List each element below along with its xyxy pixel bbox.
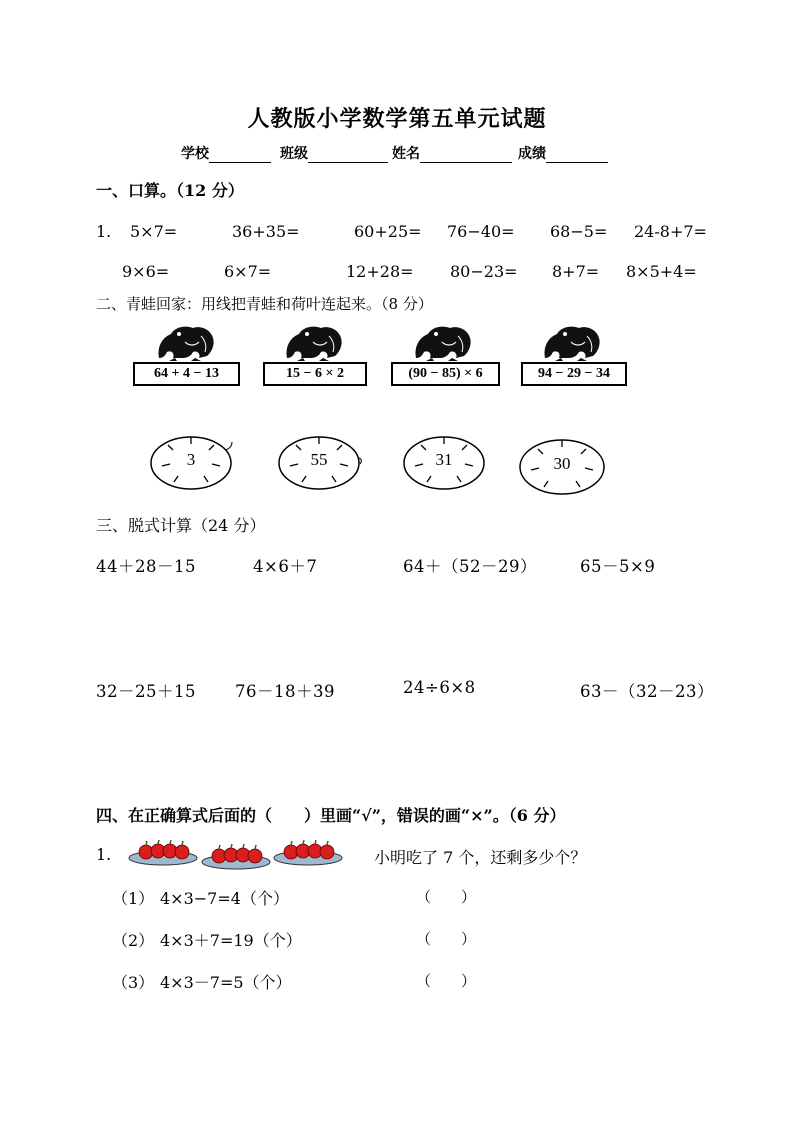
- section4-heading: 四、在正确算式后面的（ ）里画“√”，错误的画“×”。（6 分）: [96, 806, 566, 825]
- calc-expr: 4×6＋7: [253, 557, 318, 576]
- info-name: [392, 143, 512, 163]
- section1-heading: 一、口算。（12 分）: [96, 181, 244, 200]
- item-label: （2）: [112, 931, 155, 950]
- lily-pad-number: 55: [310, 450, 328, 469]
- calc-expr: 76－18＋39: [235, 682, 335, 701]
- oral-expr: 8+7=: [552, 262, 600, 281]
- lily-pad[interactable]: [148, 432, 234, 498]
- frog-icon[interactable]: [283, 322, 345, 362]
- oral-expr: 76−40=: [447, 222, 515, 241]
- frog-icon[interactable]: [412, 322, 474, 362]
- score-blank[interactable]: [546, 148, 608, 163]
- info-name-label: 姓名: [392, 146, 420, 162]
- item-expression: 4×3＋7=19（个）: [160, 931, 302, 950]
- apple-plate-icon: [273, 838, 343, 866]
- oral-expr: 12+28=: [346, 262, 414, 281]
- answer-blank[interactable]: （ ）: [416, 888, 477, 906]
- info-class-label: 班级: [280, 146, 308, 162]
- oral-expr: 8×5+4=: [626, 262, 697, 281]
- lily-pad[interactable]: [276, 432, 362, 498]
- oral-expr: 68−5=: [550, 222, 608, 241]
- oral-expr: 80−23=: [450, 262, 518, 281]
- oral-expr: 24-8+7=: [634, 222, 707, 241]
- class-blank[interactable]: [308, 148, 388, 163]
- calc-expr: 64＋（52－29）: [403, 557, 537, 576]
- item-label: （1）: [112, 889, 155, 908]
- section1-number: 1.: [96, 222, 112, 241]
- section2-heading: 二、青蛙回家：用线把青蛙和荷叶连起来。（8 分）: [96, 295, 433, 313]
- info-score: [518, 143, 608, 163]
- section4-number: 1.: [96, 845, 112, 864]
- frog-icon[interactable]: [155, 322, 217, 362]
- lily-pad-number: 3: [186, 450, 196, 469]
- calc-expr: 65－5×9: [580, 557, 656, 576]
- lily-pad[interactable]: [401, 432, 487, 498]
- item-label: （3）: [112, 973, 155, 992]
- item-expression: 4×3－7=5（个）: [160, 973, 292, 992]
- school-blank[interactable]: [209, 148, 271, 163]
- frog-expression: (90 − 85) × 6: [391, 362, 500, 386]
- info-score-label: 成绩: [518, 146, 546, 162]
- lily-pad-number: 31: [435, 450, 453, 469]
- oral-expr: 9×6=: [122, 262, 170, 281]
- frog-expression: 64 + 4 − 13: [133, 362, 240, 386]
- apple-plate-icon: [201, 842, 271, 870]
- lily-pad-number: 30: [553, 454, 571, 473]
- info-school: [181, 143, 271, 163]
- frog-icon[interactable]: [541, 322, 603, 362]
- lily-pad[interactable]: [517, 436, 607, 502]
- calc-expr: 24÷6×8: [403, 678, 476, 697]
- info-school-label: 学校: [181, 146, 209, 162]
- page-title: 人教版小学数学第五单元试题: [247, 106, 547, 132]
- oral-expr: 5×7=: [130, 222, 178, 241]
- section3-heading: 三、脱式计算（24 分）: [96, 516, 266, 535]
- calc-expr: 44＋28－15: [96, 557, 196, 576]
- oral-expr: 6×7=: [224, 262, 272, 281]
- oral-expr: 36+35=: [232, 222, 300, 241]
- name-blank[interactable]: [420, 148, 512, 163]
- calc-expr: 63－（32－23）: [580, 682, 714, 701]
- apple-plate-icon: [128, 838, 198, 866]
- oral-expr: 60+25=: [354, 222, 422, 241]
- frog-expression: 94 − 29 − 34: [521, 362, 627, 386]
- section4-question: 小明吃了 7 个，还剩多少个？: [374, 848, 587, 867]
- item-expression: 4×3−7=4（个）: [160, 889, 289, 908]
- calc-expr: 32－25＋15: [96, 682, 196, 701]
- frog-expression: 15 − 6 × 2: [263, 362, 367, 386]
- info-class: [280, 143, 388, 163]
- answer-blank[interactable]: （ ）: [416, 972, 477, 990]
- answer-blank[interactable]: （ ）: [416, 930, 477, 948]
